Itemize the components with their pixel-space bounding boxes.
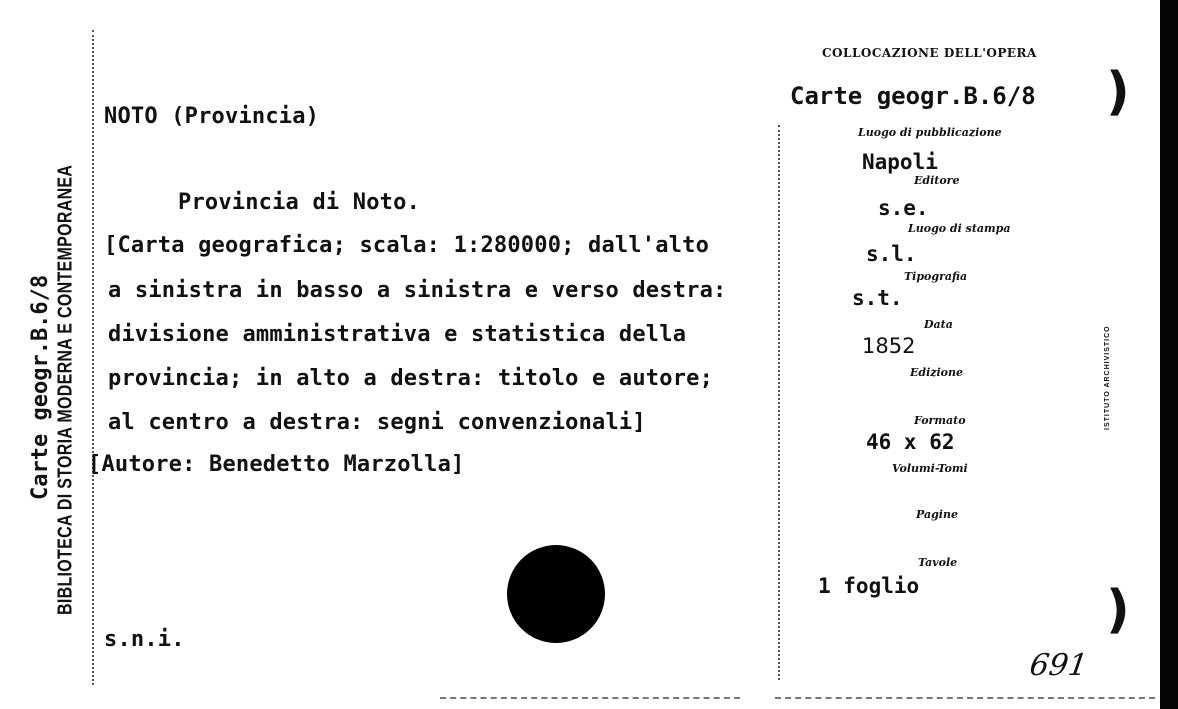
card-author: [Autore: Benedetto Marzolla] xyxy=(88,452,465,477)
edge-stamp-text: ISTITUTO ARCHIVISTICO xyxy=(1104,325,1111,430)
collocation-label: COLLOCAZIONE DELL'OPERA xyxy=(822,46,1037,60)
card-title: Provincia di Noto. xyxy=(178,190,421,215)
format-label: Formato xyxy=(914,414,966,427)
description-line: provincia; in alto a destra: titolo e autore; xyxy=(108,366,714,391)
right-paren-top: ) xyxy=(1106,62,1130,122)
print-place-label: Luogo di stampa xyxy=(908,222,1011,235)
right-column-line xyxy=(778,125,780,680)
editor-label: Editore xyxy=(914,174,960,187)
plates-label: Tavole xyxy=(918,556,958,569)
collocation-value: Carte geogr.B.6/8 xyxy=(790,82,1036,110)
print-place-value: s.l. xyxy=(866,242,917,266)
punch-hole xyxy=(507,545,605,643)
left-margin-line xyxy=(92,30,94,685)
spine-call-number: Carte geogr.B.6/8 xyxy=(28,274,53,500)
place-label: Luogo di pubblicazione xyxy=(858,126,1002,139)
description-line: [Carta geografica; scala: 1:280000; dall'alto xyxy=(104,233,710,258)
right-paren-bottom: ) xyxy=(1106,580,1130,640)
plates-value: 1 foglio xyxy=(818,574,920,598)
bottom-rule-right xyxy=(775,697,1155,699)
card-footer: s.n.i. xyxy=(104,627,185,652)
handwritten-number: 691 xyxy=(1027,648,1090,683)
volumes-label: Volumi-Tomi xyxy=(892,462,968,475)
editor-value: s.e. xyxy=(878,196,929,220)
bottom-rule-left xyxy=(440,697,740,699)
card-edge-strip xyxy=(1160,0,1178,709)
card-heading: NOTO (Provincia) xyxy=(104,104,320,129)
typography-label: Tipografia xyxy=(904,270,968,283)
pages-label: Pagine xyxy=(916,508,958,521)
date-label: Data xyxy=(924,318,953,331)
date-value: 1852 xyxy=(862,334,916,358)
place-value: Napoli xyxy=(862,150,938,174)
description-line: al centro a destra: segni convenzionali] xyxy=(108,410,646,435)
format-value: 46 x 62 xyxy=(866,430,955,454)
edition-label: Edizione xyxy=(910,366,964,379)
description-line: divisione amministrativa e statistica della xyxy=(108,322,687,347)
typography-value: s.t. xyxy=(852,286,903,310)
spine-library-name: BIBLIOTECA DI STORIA MODERNA E CONTEMPORANEA xyxy=(55,164,77,615)
description-line: a sinistra in basso a sinistra e verso destra: xyxy=(108,278,727,303)
